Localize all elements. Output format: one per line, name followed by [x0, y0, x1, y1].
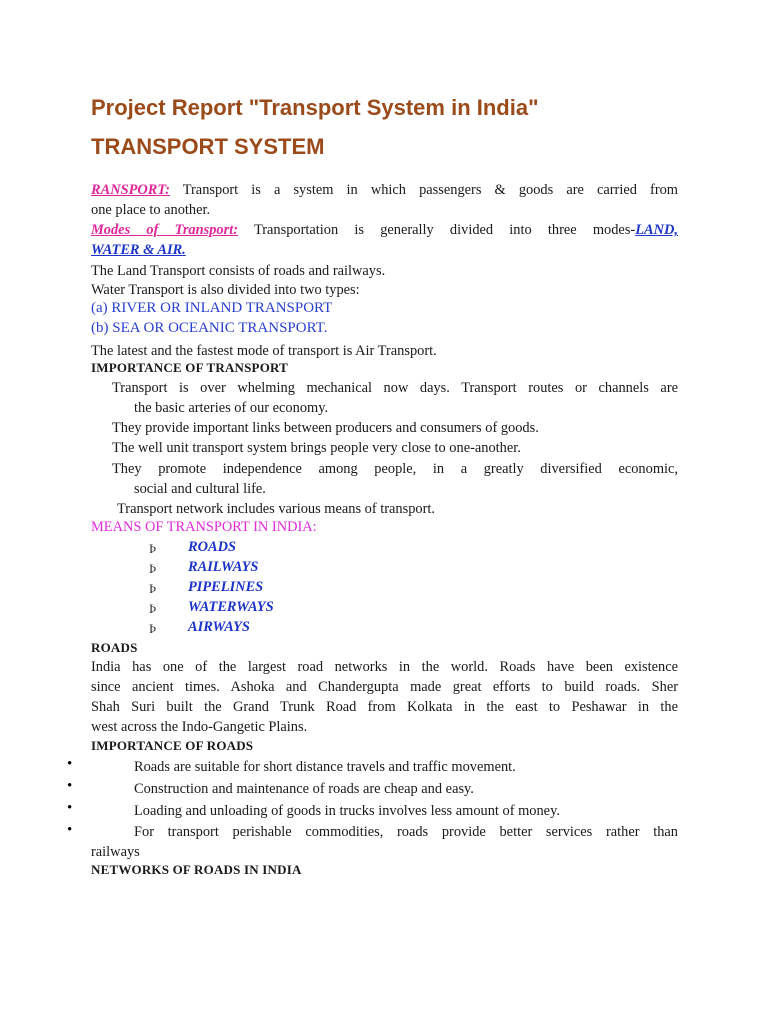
roads-paragraph-line-4: west across the Indo-Gangetic Plains.: [91, 719, 308, 735]
means-heading: MEANS OF TRANSPORT IN INDIA:: [91, 519, 317, 535]
road-point-4: For transport perishable commodities, roads provide better services rather than: [134, 824, 678, 840]
road-point-4-continued: railways: [91, 844, 140, 860]
ransport-text: Transport is a system in which passengers & goods are carried from: [182, 182, 678, 198]
road-point-2: Construction and maintenance of roads are cheap and easy.: [134, 781, 474, 797]
means-item-roads: ROADS: [188, 539, 236, 555]
bullet-3: •: [67, 800, 73, 816]
importance-point-5: Transport network includes various means of transport.: [117, 501, 436, 517]
document-title: Project Report "Transport System in India": [91, 95, 539, 120]
modes-water-air: WATER & AIR.: [91, 242, 186, 258]
means-item-airways: AIRWAYS: [188, 619, 250, 635]
water-type-a: (a) RIVER OR INLAND TRANSPORT: [91, 300, 333, 316]
means-symbol-3: Þ: [149, 581, 157, 596]
means-symbol-4: Þ: [149, 601, 157, 616]
roads-heading: ROADS: [91, 640, 138, 655]
road-point-1: Roads are suitable for short distance travels and traffic movement.: [134, 759, 516, 775]
water-transport-line: Water Transport is also divided into two types:: [91, 282, 360, 298]
importance-point-1b: the basic arteries of our economy.: [134, 400, 329, 416]
modes-text: Transportation is generally divided into three modes-: [253, 222, 636, 238]
means-symbol-2: Þ: [149, 561, 157, 576]
air-transport-line: The latest and the fastest mode of transport is Air Transport.: [91, 343, 437, 359]
road-point-3: Loading and unloading of goods in trucks involves less amount of money.: [134, 803, 560, 819]
roads-paragraph-line-2: since ancient times. Ashoka and Chandergupta made great efforts to build roads. Sher: [91, 679, 678, 695]
section-title: TRANSPORT SYSTEM: [91, 134, 325, 159]
land-transport-line: The Land Transport consists of roads and railways.: [91, 263, 386, 279]
roads-paragraph-line-1: India has one of the largest road networks in the world. Roads have been existence: [91, 659, 678, 675]
roads-paragraph-line-3: Shah Suri built the Grand Trunk Road from Kolkata in the east to Peshawar in the: [91, 699, 678, 715]
ransport-label: RANSPORT:: [91, 182, 170, 198]
importance-point-4b: social and cultural life.: [134, 481, 266, 497]
bullet-2: •: [67, 778, 73, 794]
importance-point-4a: They promote independence among people, in a greatly diversified economic,: [112, 461, 678, 477]
water-type-b: (b) SEA OR OCEANIC TRANSPORT.: [91, 320, 328, 336]
importance-point-2: They provide important links between producers and consumers of goods.: [112, 420, 539, 436]
means-item-pipelines: PIPELINES: [188, 579, 264, 595]
modes-land: LAND,: [635, 222, 678, 238]
bullet-1: •: [67, 756, 73, 772]
modes-line-1: [91, 220, 678, 240]
importance-roads-heading: IMPORTANCE OF ROADS: [91, 738, 254, 753]
networks-heading: NETWORKS OF ROADS IN INDIA: [91, 862, 302, 877]
modes-label: Modes of Transport:: [91, 222, 239, 238]
means-item-railways: RAILWAYS: [188, 559, 259, 575]
importance-point-1a: Transport is over whelming mechanical now days. Transport routes or channels are: [112, 380, 678, 396]
importance-heading: IMPORTANCE OF TRANSPORT: [91, 360, 289, 375]
means-symbol-1: Þ: [149, 541, 157, 556]
means-item-waterways: WATERWAYS: [188, 599, 274, 615]
ransport-line-1: [91, 180, 678, 200]
importance-point-3: The well unit transport system brings people very close to one-another.: [112, 440, 521, 456]
bullet-4: •: [67, 822, 73, 838]
means-symbol-5: Þ: [149, 621, 157, 636]
ransport-line-2: one place to another.: [91, 202, 211, 218]
